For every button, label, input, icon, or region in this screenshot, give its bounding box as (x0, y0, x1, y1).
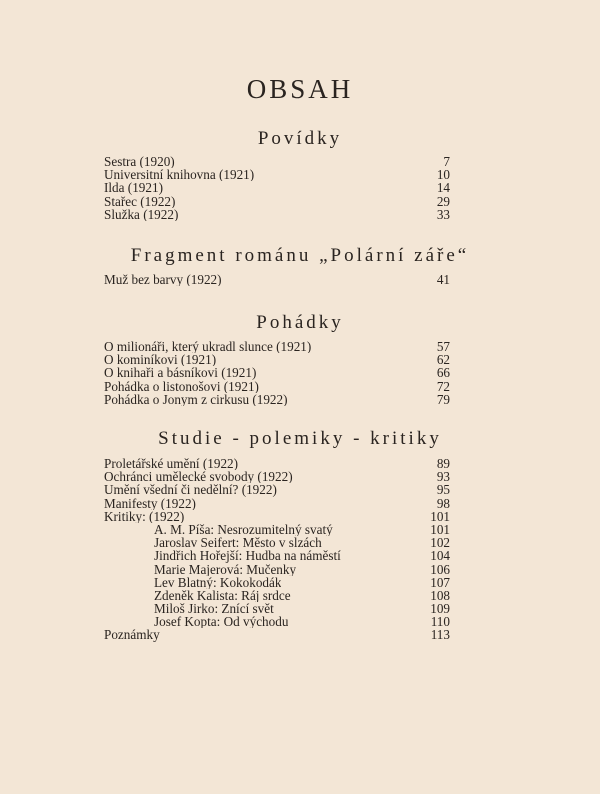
toc-entry (104, 168, 450, 181)
entry-page-number: 29 (436, 193, 450, 209)
entry-page-number: 110 (430, 614, 450, 630)
toc-entry (104, 628, 450, 641)
toc-subentry (104, 536, 450, 549)
toc-entry (104, 457, 450, 470)
entry-title: Sestra (1920) (104, 155, 175, 169)
section-list-studie (104, 457, 450, 642)
entry-page-number: 7 (443, 154, 450, 169)
entry-title: Universitní knihovna (1921) (104, 168, 255, 182)
toc-entry (104, 470, 450, 483)
entry-page-number: 10 (436, 167, 450, 183)
toc-entry (104, 340, 450, 353)
entry-title: Umění všední či nedělní? (1922) (104, 483, 277, 497)
section-heading-fragment: Fragment románu „Polární záře“ (130, 245, 470, 266)
entry-title: A. M. Píša: Nesrozumitelný svatý (154, 522, 333, 537)
entry-page-number: 109 (430, 601, 450, 617)
entry-page-number: 107 (430, 574, 450, 590)
toc-entry (104, 497, 450, 510)
section-heading-pohadky: Pohádky (256, 312, 344, 333)
page-title: OBSAH (246, 74, 354, 104)
toc-subentry (104, 523, 450, 536)
entry-title: Muž bez barvy (1922) (104, 273, 222, 287)
toc-subentry (104, 576, 450, 589)
entry-title: Stařec (1922) (104, 194, 176, 208)
section-list-fragment (104, 273, 450, 286)
entry-page-number: 106 (430, 561, 450, 577)
toc-entry (104, 393, 450, 406)
entry-page-number: 101 (430, 508, 450, 524)
entry-page-number: 98 (436, 495, 450, 511)
toc-entry (104, 366, 450, 379)
toc-subentry (104, 602, 450, 615)
entry-title: Pohádka o listonošovi (1921) (104, 379, 259, 393)
entry-title: Poznámky (104, 628, 160, 642)
entry-page-number: 95 (436, 482, 450, 498)
entry-title: Lev Blatný: Kokokodák (154, 575, 282, 589)
entry-page-number: 108 (430, 587, 450, 603)
section-heading-studie: Studie - polemiky - kritiky (158, 428, 442, 449)
entry-title: Kritiky: (1922) (104, 509, 185, 523)
entry-title: Jindřich Hořejší: Hudba na náměstí (154, 549, 341, 563)
entry-title: Ilda (1921) (104, 181, 163, 195)
toc-entry (104, 208, 450, 221)
toc-subentry (104, 563, 450, 576)
entry-page-number: 57 (436, 339, 450, 354)
entry-page-number: 89 (436, 456, 450, 471)
toc-entry (104, 353, 450, 366)
entry-title: Pohádka o Jonym z cirkusu (1922) (104, 392, 288, 406)
entry-page-number: 104 (430, 548, 450, 564)
section-list-pohadky (104, 340, 450, 406)
entry-page-number: 33 (436, 206, 450, 222)
entry-title: Zdeněk Kalista: Ráj srdce (154, 588, 291, 603)
toc-entry (104, 155, 450, 168)
entry-title: Ochránci umělecké svobody (1922) (104, 470, 293, 484)
toc-subentry (104, 589, 450, 602)
section-heading-povidky: Povídky (257, 128, 343, 149)
entry-page-number: 102 (430, 535, 450, 551)
toc-entry (104, 380, 450, 393)
toc-entry (104, 181, 450, 194)
entry-page-number: 93 (436, 469, 450, 485)
entry-title: Marie Majerová: Mučenky (154, 562, 297, 576)
toc-entry (104, 273, 450, 286)
entry-title: O milionáři, který ukradl slunce (1921) (104, 340, 312, 354)
toc-entry (104, 510, 450, 523)
entry-page-number: 72 (436, 378, 450, 394)
entry-title: Jaroslav Seifert: Město v slzách (154, 536, 322, 550)
entry-page-number: 66 (436, 365, 450, 381)
entry-title: Miloš Jirko: Znící svět (154, 602, 274, 616)
entry-title: Služka (1922) (104, 207, 179, 221)
entry-title: Proletářské umění (1922) (104, 457, 239, 471)
entry-title: Josef Kopta: Od východu (154, 615, 289, 629)
toc-subentry (104, 549, 450, 562)
entry-title: Manifesty (1922) (104, 496, 196, 510)
section-list-povidky (104, 155, 450, 221)
entry-page-number: 62 (436, 352, 450, 368)
toc-entry (104, 483, 450, 496)
entry-page-number: 41 (436, 272, 450, 287)
entry-page-number: 101 (430, 521, 450, 537)
entry-page-number: 14 (436, 180, 450, 196)
entry-title: O kominíkovi (1921) (104, 353, 217, 367)
entry-title: O knihaři a básníkovi (1921) (104, 366, 257, 380)
toc-entry (104, 195, 450, 208)
entry-page-number: 79 (436, 391, 450, 407)
entry-page-number: 113 (430, 627, 450, 643)
toc-subentry (104, 615, 450, 628)
